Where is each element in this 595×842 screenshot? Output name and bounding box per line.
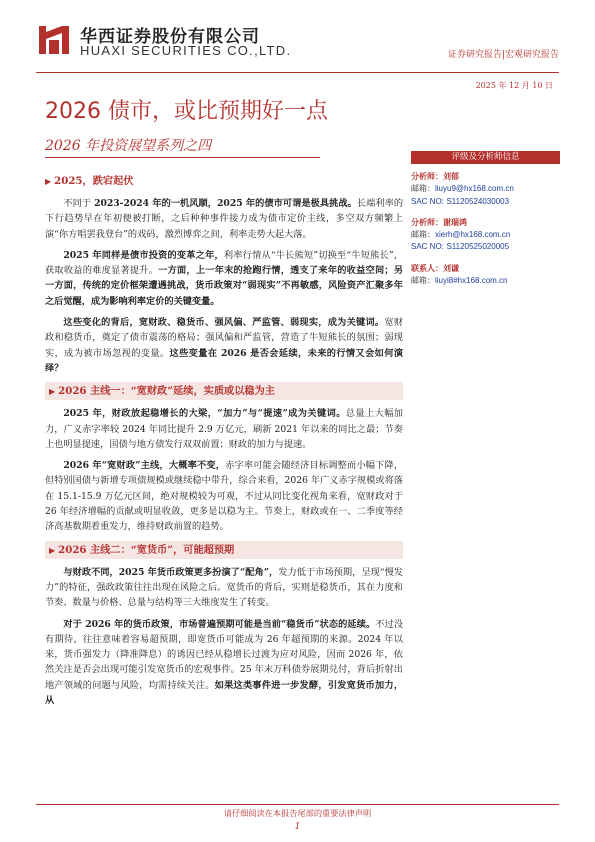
report-header xyxy=(0,0,595,90)
paragraph: 2025 年同样是债市投资的变革之年，利率行情从“牛长熊短”切换至“牛短熊长”，获取收益的难度显著提升。一方面，上一年末的抢跑行情，透支了来年的收益空间；另一方面，传统的定价框架遭遇挑战，货币政策对“弱现实”不再敏感，风险资产汇聚多年之后觉醒，成为影响利率定价的关键变量。 xyxy=(45,249,404,307)
report-title: 2026 债市，或比预期好一点 xyxy=(45,99,328,124)
legal-notice: 请仔细阅读在本报告尾部的重要法律声明 xyxy=(223,808,372,818)
section-heading: ▶ 2026 主线一：“宽财政”延续，实质或以稳为主 xyxy=(45,382,403,400)
section-heading: ▶ 2026 主线二：“宽货币”，可能超预期 xyxy=(45,541,403,559)
paragraph: 对于 2026 年的货币政策，市场普遍预期可能是当前“稳货币”状态的延续。不过没有期待，往往意味着容易超预期，即宽货币可能成为 26 年超预期的来源。2024 年以来，货币强发力（降准降息）的诱因已经从稳增长过渡为应对风险，因而 2026 年，依然关注是否会出现可能引发宽货币的宏观事件。25 年末万科债券展期兑付，背后折射出地产领域的问题与风险，均需持续关注。如果这类事件进一步发酵，引发宽货币加力，从 xyxy=(45,618,404,707)
company-name-en: HUAXI SECURITIES CO.,LTD. xyxy=(80,43,292,58)
analyst-sac: SAC NO: S1120524030003 xyxy=(411,196,510,206)
contact-email[interactable]: 邮箱：liuyi8#hx168.com.cn xyxy=(411,276,508,286)
contact-name: 联系人：刘谦 xyxy=(411,262,459,273)
paragraph: 与财政不同，2025 年货币政策更多扮演了“配角”，发力低于市场预期，呈现“慢发力”的特征，强政政策往往出现在风险之后。宽货币的背后，实则是稳货币，其在力度和节奏、数量与价格、总量与结构等三大维度发生了转变。 xyxy=(45,566,403,609)
paragraph: 2026 年“宽财政”主线，大概率不变，赤字率可能会随经济目标调整而小幅下降，但特别国债与新增专项债规模或继续稳中带升，综合来看，2026 年广义赤字规模或将落在 15.1-15.9 万亿元区间，绝对规模较为可观，不过从同比变化视角来看，宽财政对于 26 年经济增幅的贡献或明显收敛，更多是以稳为主。节奏上，财政或在一、二季度等经济高基数期着重发力，维持财政前置的趋势。 xyxy=(45,460,404,533)
section-heading: ▶ 2025，跌宕起伏 xyxy=(45,175,134,187)
report-body xyxy=(45,172,403,714)
paragraph: 不同于 2023-2024 年的一机风顺，2025 年的债市可谓是极具挑战。长端利率的下行趋势早在年初便被打断，之后种种事件接力成为债市定价主线，多空双方频繁上演“你方唱罢我登台”的戏码，激烈博弈之间，利率走势大起大落。 xyxy=(45,198,404,240)
report-subtitle: 2026 年投资展望系列之四 xyxy=(45,138,212,154)
page-number: 1 xyxy=(294,822,301,832)
paragraph: 这些变化的背后，宽财政、稳货币、强风偏、严监管、弱现实，成为关键词。宽财政和稳货币，奠定了债市震荡的格局；强风偏和严监管，营造了牛短熊长的氛围；弱现实，成为被市场忽视的变量。这些变量在 2026 是否会延续，未来的行情又会如何演绎？ xyxy=(45,317,404,374)
header-divider xyxy=(36,72,559,73)
analyst-sac: SAC NO: S1120525020005 xyxy=(411,242,510,252)
huaxi-logo-icon xyxy=(37,22,71,56)
analyst-email[interactable]: 邮箱：xierh@hx168.com.cn xyxy=(411,230,511,240)
paragraph: 2025 年，财政放起稳增长的大梁，“加力”与“提速”成为关键词。总量上大幅加力，广义赤字率较 2024 年同比提升 2.9 万亿元，刷新 2021 年以来的同比之最；节奏上也明显提速，国债与地方债发行双双前置；财政的加力与提速。 xyxy=(45,408,403,450)
analyst-name: 分析师：谢瑞鸿 xyxy=(411,216,467,227)
analyst-email[interactable]: 邮箱：liuyu9@hx168.com.cn xyxy=(411,184,514,194)
analyst-info-heading: 评级及分析师信息 xyxy=(411,151,560,164)
report-date: 2025 年 12 月 10 日 xyxy=(475,81,553,90)
triangle-bullet-icon: ▶ xyxy=(49,386,56,397)
company-name-cn: 华西证券股份有限公司 xyxy=(80,27,260,47)
analyst-name: 分析师：刘郁 xyxy=(411,171,459,181)
triangle-bullet-icon: ▶ xyxy=(45,176,52,186)
subtitle-divider xyxy=(45,157,320,158)
report-category: 证券研究报告|宏观研究报告 xyxy=(447,50,559,60)
footer-divider xyxy=(36,804,559,805)
analyst-info-panel xyxy=(411,151,560,287)
triangle-bullet-icon: ▶ xyxy=(49,544,56,555)
